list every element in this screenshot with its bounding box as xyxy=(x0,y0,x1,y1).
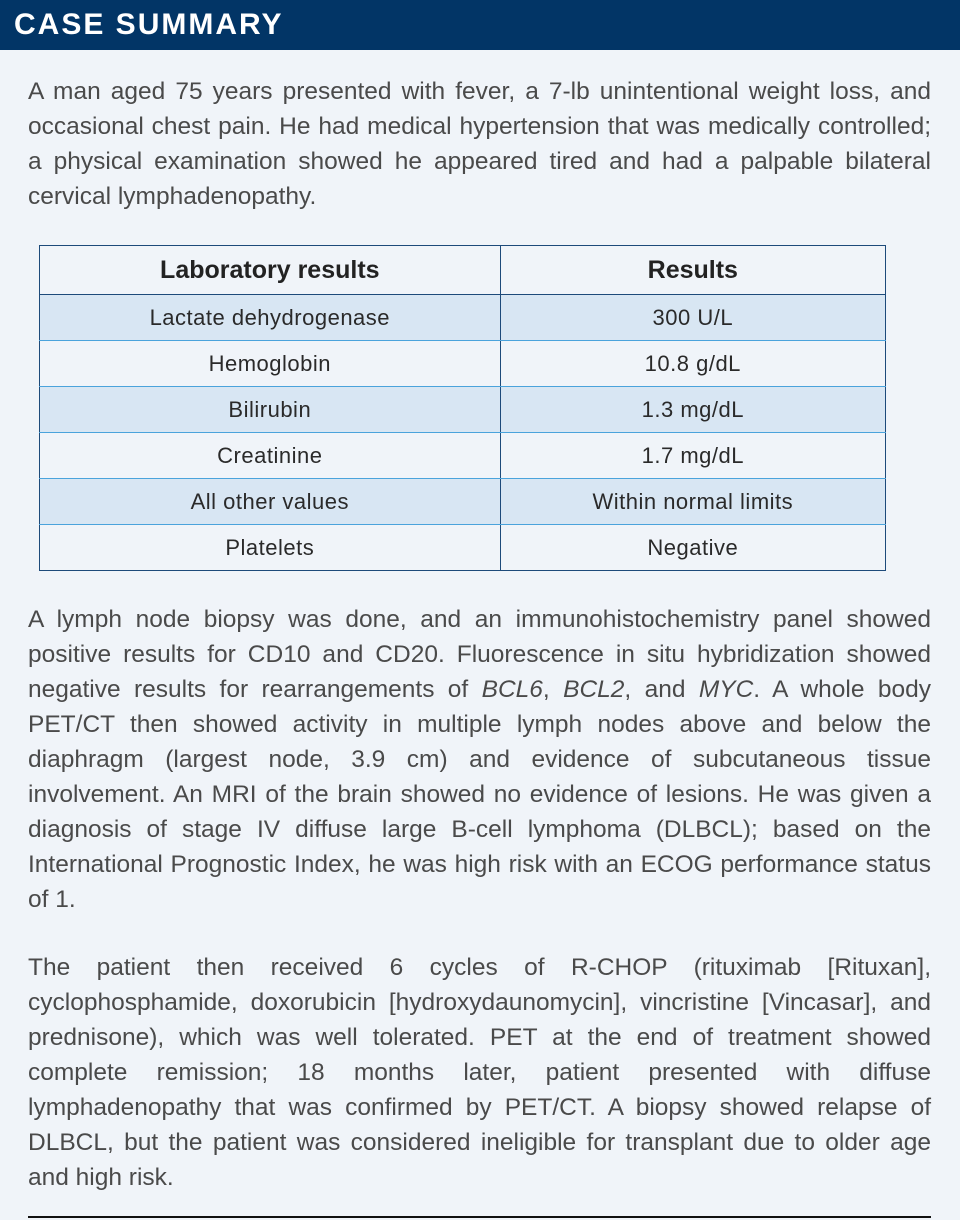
text: , xyxy=(542,676,564,703)
table-row xyxy=(40,433,886,479)
lab-name: Bilirubin xyxy=(40,387,501,433)
table-header-row xyxy=(40,246,886,295)
text: , and xyxy=(624,676,699,703)
lab-name: Platelets xyxy=(40,525,501,571)
lab-name: Creatinine xyxy=(40,433,501,479)
lab-value: Within normal limits xyxy=(500,479,885,525)
intro-paragraph: A man aged 75 years presented with fever, a 7-lb unintentional weight loss, and occasional chest pain. He had medical hypertension that was medically controlled; a physical examination showed he appeared tired and had a palpable bilateral cervical lymphadenopathy. xyxy=(28,78,931,210)
treatment-paragraph: The patient then received 6 cycles of R-CHOP (rituximab [Rituxan], cyclophosphamide, doxorubicin [hydroxydaunomycin], vincristine [Vincasar], and prednisone), which was well tolerated. PET at the end of treatment showed complete remission; 18 months later, patient presented with diffuse lymphadenopathy that was confirmed by PET/CT. A biopsy showed relapse of DLBCL, but the patient was considered ineligible for transplant due to older age and high risk. xyxy=(28,954,931,1191)
table-row xyxy=(40,341,886,387)
lab-name: All other values xyxy=(40,479,501,525)
table-row xyxy=(40,295,886,341)
lab-value: 10.8 g/dL xyxy=(500,341,885,387)
bottom-divider xyxy=(28,1216,931,1218)
text: A lymph node biopsy was done, and an immunohistochemistry panel showed positive results for CD10 and CD20. Fluorescence in situ hybridization showed negative results for rearrangements of xyxy=(28,606,931,703)
lab-name: Lactate dehydrogenase xyxy=(40,295,501,341)
lab-value: 1.3 mg/dL xyxy=(500,387,885,433)
gene-name: BCL6 xyxy=(481,676,543,703)
table-row xyxy=(40,387,886,433)
lab-value: Negative xyxy=(500,525,885,571)
table-row xyxy=(40,479,886,525)
gene-name: MYC xyxy=(698,676,754,703)
lab-value: 1.7 mg/dL xyxy=(500,433,885,479)
diagnosis-paragraph xyxy=(28,602,931,917)
text: . A whole body PET/CT then showed activity in multiple lymph nodes above and below the diaphragm (largest node, 3.9 cm) and evidence of subcutaneous tissue involvement. An MRI of the brain showed no evidence of lesions. He was given a diagnosis of stage IV diffuse large B-cell lymphoma (DLBCL); based on the International Prognostic Index, he was high risk with an ECOG performance status of 1. xyxy=(28,676,931,913)
page-title: CASE SUMMARY xyxy=(14,8,284,41)
column-header-lab: Laboratory results xyxy=(40,246,501,295)
lab-name: Hemoglobin xyxy=(40,341,501,387)
table-row xyxy=(40,525,886,571)
gene-name: BCL2 xyxy=(563,676,625,703)
lab-results-table xyxy=(39,245,886,571)
case-summary-header xyxy=(0,0,960,50)
column-header-results: Results xyxy=(500,246,885,295)
lab-value: 300 U/L xyxy=(500,295,885,341)
